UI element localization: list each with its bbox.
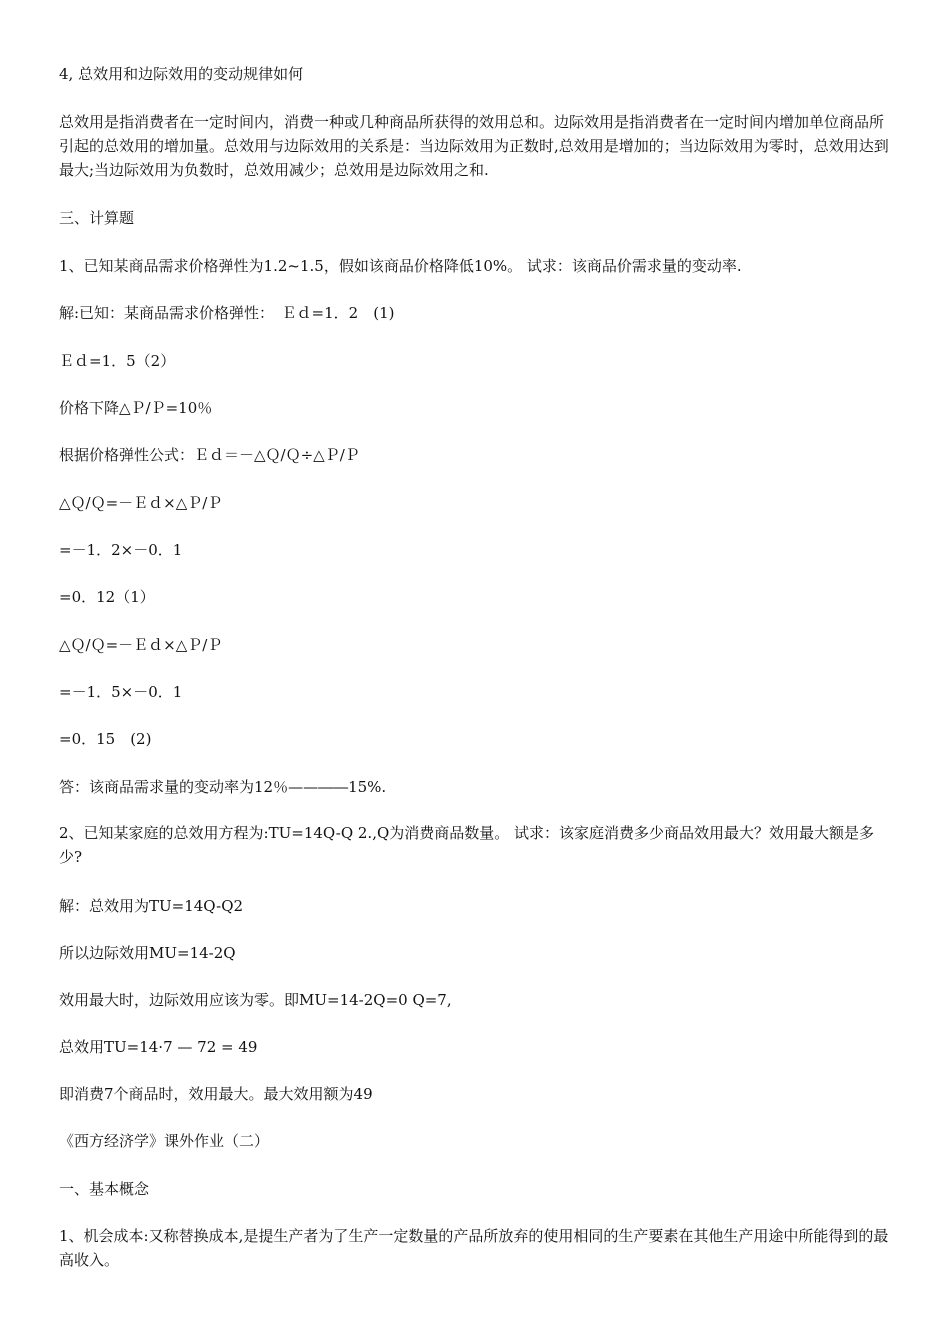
- solution-1-given-2: Ｅｄ=1．5（2）: [59, 352, 176, 370]
- section-calculation-heading: 三、计算题: [59, 209, 135, 227]
- solution-1-step-2: =－1．2×－0．1: [59, 541, 183, 559]
- problem-2-statement: 2、已知某家庭的总效用方程为:TU=14Q-Q 2.,Q为消费商品数量。 试求：该家庭消费多少商品效用最大？效用最大额是多少?: [59, 824, 875, 866]
- solution-1-given-1: 解:已知：某商品需求价格弹性： Ｅｄ=1．2 (1): [59, 304, 395, 322]
- answer-4-paragraph: 总效用是指消费者在一定时间内，消费一种或几种商品所获得的效用总和。边际效用是指消费者在一定时间内增加单位商品所引起的总效用的增加量。总效用与边际效用的关系是：当边际效用为正数时,总效用是增加的；当边际效用为零时，总效用达到最大;当边际效用为负数时，总效用减少；总效用是边际效用之和.: [59, 113, 889, 179]
- concept-opportunity-cost: 1、机会成本:又称替换成本,是提生产者为了生产一定数量的产品所放弃的使用相同的生产要素在其他生产用途中所能得到的最高收入。: [59, 1227, 889, 1269]
- solution-2-step-1: 解：总效用为TU=14Q-Q2: [59, 897, 244, 915]
- solution-1-step-5: =－1．5×－0．1: [59, 683, 183, 701]
- homework-title: 《西方经济学》课外作业（二）: [59, 1132, 270, 1150]
- solution-1-formula: 根据价格弹性公式：Ｅｄ＝－△Ｑ/Ｑ÷△Ｐ/Ｐ: [59, 446, 360, 464]
- solution-2-step-3: 效用最大时，边际效用应该为零。即MU=14-2Q=0 Q=7,: [59, 991, 452, 1009]
- solution-1-step-1: △Ｑ/Ｑ=－Ｅｄ×△Ｐ/Ｐ: [59, 494, 223, 512]
- question-4-heading: 4, 总效用和边际效用的变动规律如何: [59, 65, 304, 83]
- solution-2-step-2: 所以边际效用MU=14-2Q: [59, 944, 236, 962]
- solution-2-step-4: 总效用TU=14·7 — 72 = 49: [59, 1038, 258, 1056]
- solution-2-answer: 即消费7个商品时，效用最大。最大效用额为49: [59, 1085, 373, 1103]
- section-basic-concepts-heading: 一、基本概念: [59, 1180, 150, 1198]
- solution-1-step-6: =0．15 (2): [59, 730, 152, 748]
- solution-1-step-4: △Ｑ/Ｑ=－Ｅｄ×△Ｐ/Ｐ: [59, 636, 223, 654]
- solution-1-step-3: =0．12（1）: [59, 588, 155, 606]
- problem-1-statement: 1、已知某商品需求价格弹性为1.2~1.5，假如该商品价格降低10%。 试求：该商品价需求量的变动率.: [59, 257, 742, 275]
- solution-1-price-change: 价格下降△Ｐ/Ｐ=10％: [59, 399, 213, 417]
- solution-1-answer: 答：该商品需求量的变动率为12％——――15%.: [59, 778, 387, 796]
